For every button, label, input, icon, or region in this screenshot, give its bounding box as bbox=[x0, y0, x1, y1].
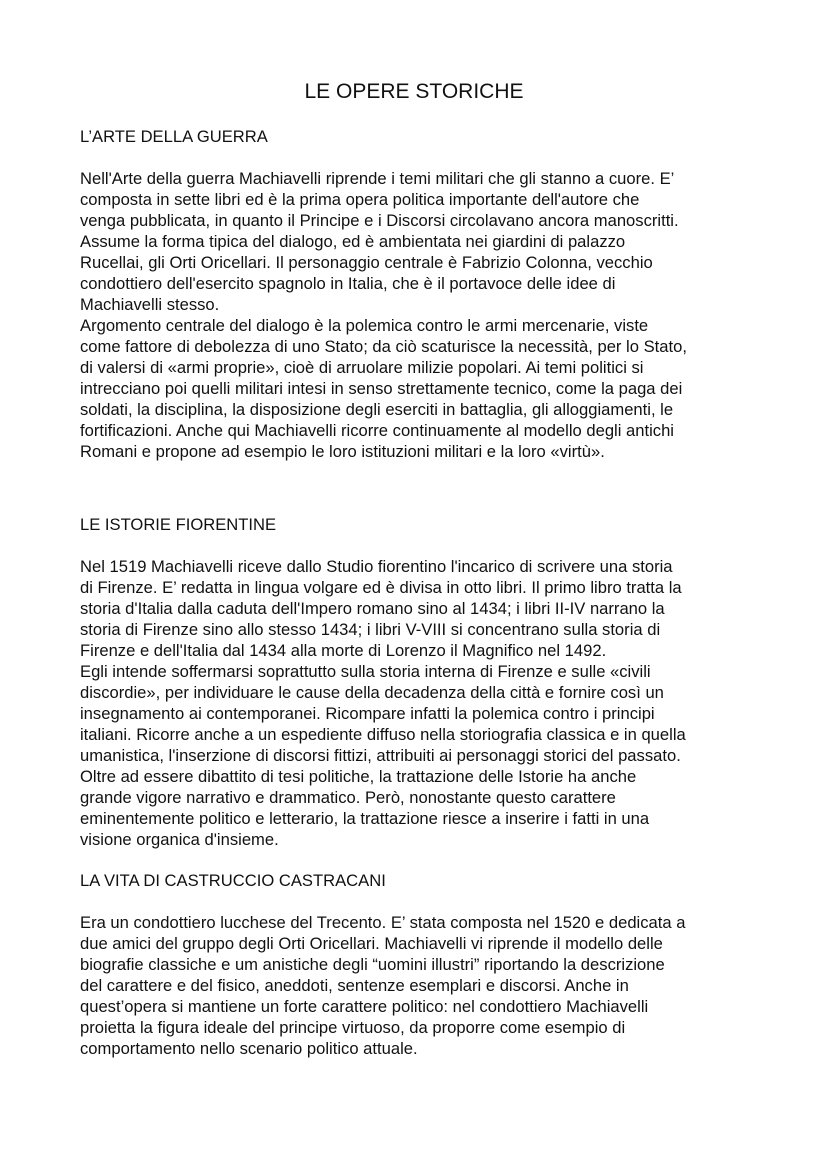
section-paragraph-istorie-fiorentine bbox=[80, 556, 760, 850]
paragraph-line: Firenze e dell'Italia dal 1434 alla morte di Lorenzo il Magnifico nel 1492. bbox=[80, 641, 607, 660]
paragraph-line: biografie classiche e um anistiche degli “uomini illustri” riportando la descrizione bbox=[80, 955, 665, 974]
paragraph-line: composta in sette libri ed è la prima opera politica importante dell'autore che bbox=[80, 190, 640, 209]
paragraph-line: intrecciano poi quelli militari intesi in senso strettamente tecnico, come la paga dei bbox=[80, 379, 683, 398]
paragraph-line: soldati, la disciplina, la disposizione degli eserciti in battaglia, gli alloggiamenti, le bbox=[80, 400, 674, 419]
paragraph-line: Assume la forma tipica del dialogo, ed è ambientata nei giardini di palazzo bbox=[80, 232, 626, 251]
section-paragraph-arte-della-guerra bbox=[80, 168, 760, 462]
document-title: LE OPERE STORICHE bbox=[304, 80, 524, 103]
paragraph-line: Oltre ad essere dibattito di tesi politiche, la trattazione delle Istorie ha anche bbox=[80, 767, 637, 786]
paragraph-line: Nell'Arte della guerra Machiavelli riprende i temi militari che gli stanno a cuore. E’ bbox=[80, 169, 675, 188]
paragraph-line: Egli intende soffermarsi soprattutto sulla storia interna di Firenze e sulle «civili bbox=[80, 662, 651, 681]
section-paragraph-castruccio-castracani bbox=[80, 912, 760, 1059]
paragraph-line: di valersi di «armi proprie», cioè di arruolare milizie popolari. Ai temi politici si bbox=[80, 358, 644, 377]
paragraph-line: Argomento centrale del dialogo è la polemica contro le armi mercenarie, viste bbox=[80, 316, 649, 335]
paragraph-line: quest’opera si mantiene un forte carattere politico: nel condottiero Machiavelli bbox=[80, 997, 649, 1016]
paragraph-line: fortificazioni. Anche qui Machiavelli ricorre continuamente al modello degli antichi bbox=[80, 421, 674, 440]
section-heading-arte-della-guerra: L’ARTE DELLA GUERRA bbox=[80, 127, 268, 146]
paragraph-line: insegnamento ai contemporanei. Ricompare infatti la polemica contro i principi bbox=[80, 704, 655, 723]
paragraph-line: come fattore di debolezza di uno Stato; da ciò scaturisce la necessità, per lo Stato, bbox=[80, 337, 687, 356]
paragraph-line: del carattere e del fisico, aneddoti, sentenze esemplari e discorsi. Anche in bbox=[80, 976, 629, 995]
paragraph-line: grande vigore narrativo e drammatico. Però, nonostante questo carattere bbox=[80, 788, 616, 807]
paragraph-line: discordie», per individuare le cause della decadenza della città e fornire così un bbox=[80, 683, 664, 702]
paragraph-line: Machiavelli stesso. bbox=[80, 295, 220, 314]
paragraph-line: di Firenze. E’ redatta in lingua volgare ed è divisa in otto libri. Il primo libro tratta la bbox=[80, 578, 682, 597]
paragraph-line: comportamento nello scenario politico attuale. bbox=[80, 1039, 418, 1058]
paragraph-line: Nel 1519 Machiavelli riceve dallo Studio fiorentino l'incarico di scrivere una storia bbox=[80, 557, 673, 576]
section-heading-istorie-fiorentine: LE ISTORIE FIORENTINE bbox=[80, 515, 277, 534]
paragraph-line: eminentemente politico e letterario, la trattazione riesce a inserire i fatti in una bbox=[80, 809, 650, 828]
section-heading-castruccio-castracani: LA VITA DI CASTRUCCIO CASTRACANI bbox=[80, 871, 386, 890]
paragraph-line: storia di Firenze sino allo stesso 1434; i libri V-VIII si concentrano sulla storia di bbox=[80, 620, 661, 639]
paragraph-line: Romani e propone ad esempio le loro istituzioni militari e la loro «virtù». bbox=[80, 442, 605, 461]
paragraph-line: italiani. Ricorre anche a un espediente diffuso nella storiografia classica e in quella bbox=[80, 725, 686, 744]
paragraph-line: umanistica, l'inserzione di discorsi fittizi, attribuiti ai personaggi storici del passato. bbox=[80, 746, 681, 765]
paragraph-line: storia d'Italia dalla caduta dell'Impero romano sino al 1434; i libri II-IV narrano la bbox=[80, 599, 665, 618]
paragraph-line: Era un condottiero lucchese del Trecento. E’ stata composta nel 1520 e dedicata a bbox=[80, 913, 686, 932]
paragraph-line: venga pubblicata, in quanto il Principe e i Discorsi circolavano ancora manoscritti. bbox=[80, 211, 679, 230]
paragraph-line: due amici del gruppo degli Orti Oricellari. Machiavelli vi riprende il modello delle bbox=[80, 934, 663, 953]
paragraph-line: condottiero dell'esercito spagnolo in Italia, che è il portavoce delle idee di bbox=[80, 274, 616, 293]
paragraph-line: proietta la figura ideale del principe virtuoso, da proporre come esempio di bbox=[80, 1018, 626, 1037]
paragraph-line: visione organica d'insieme. bbox=[80, 830, 279, 849]
paragraph-line: Rucellai, gli Orti Oricellari. Il personaggio centrale è Fabrizio Colonna, vecchio bbox=[80, 253, 653, 272]
